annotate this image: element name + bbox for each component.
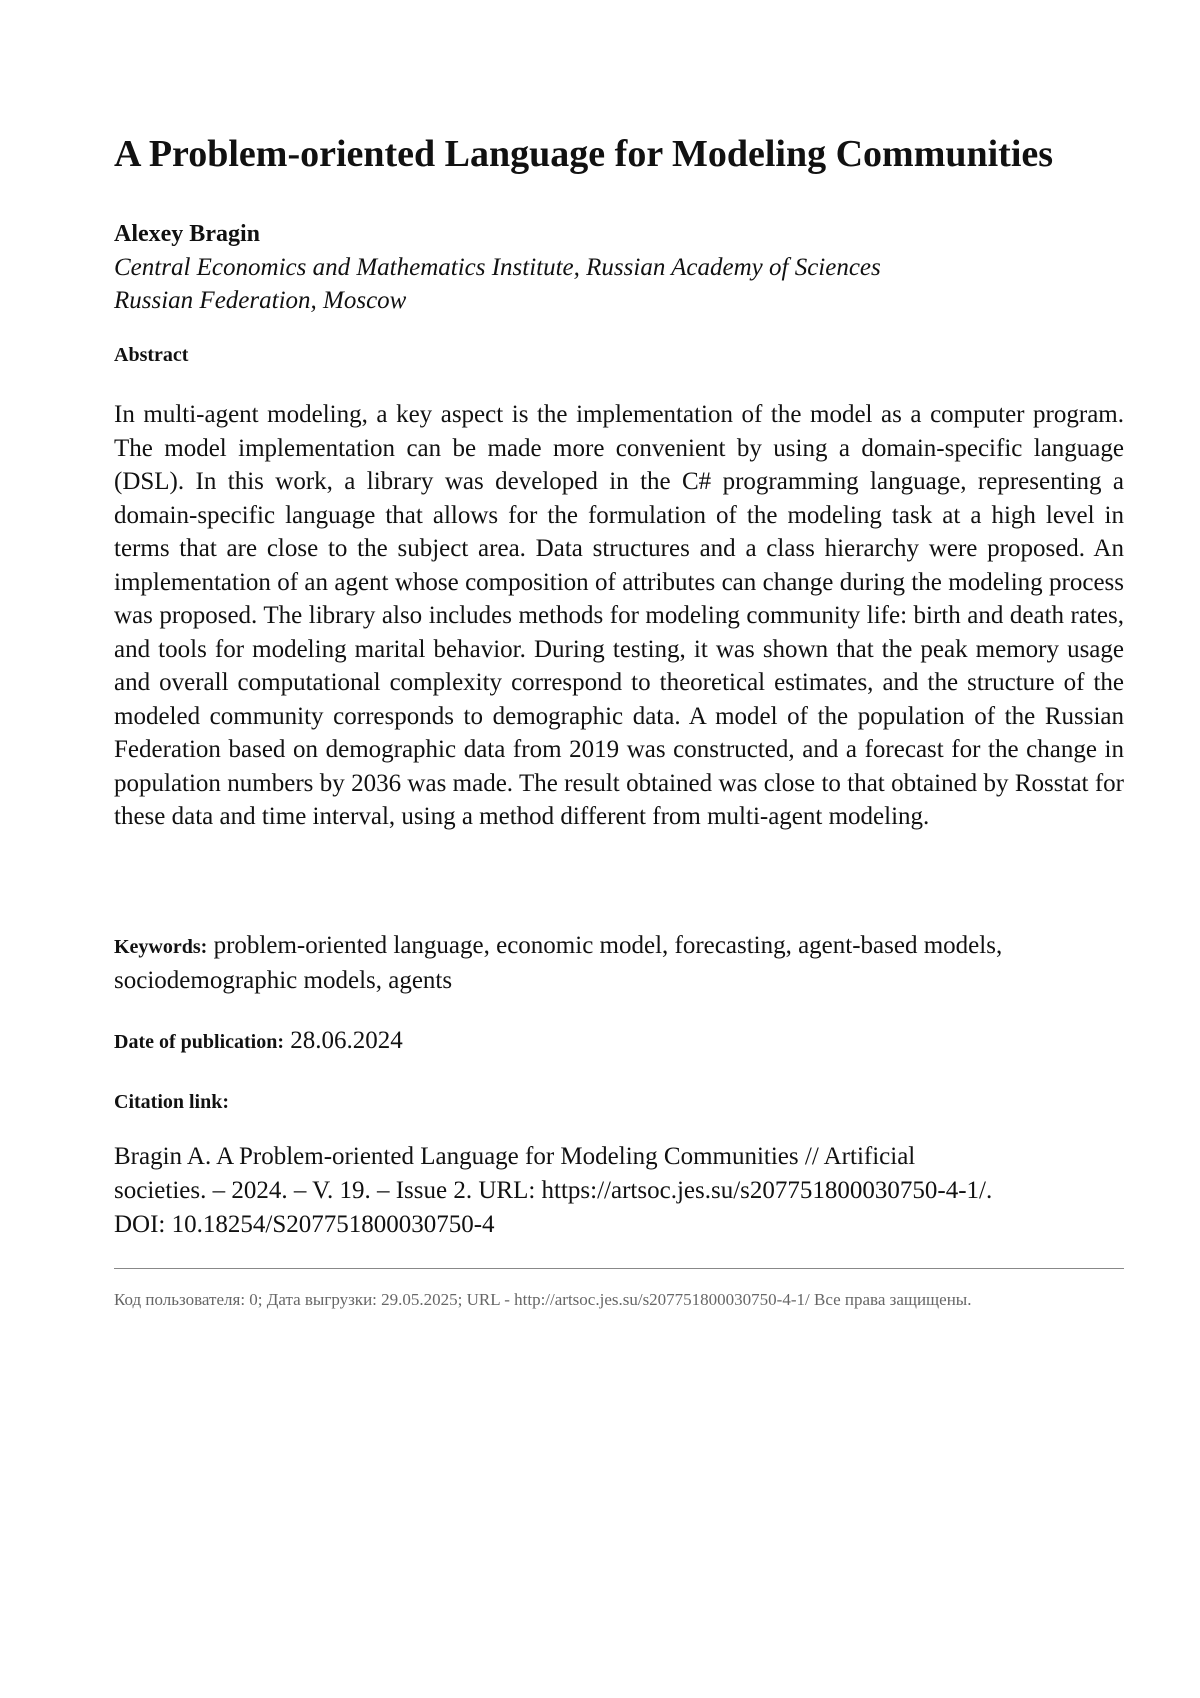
keywords-text: problem-oriented language, economic model, forecasting, agent-based models, sociodemographic models, agents xyxy=(114,932,1003,994)
footer-divider xyxy=(114,1268,1124,1269)
affiliation-location: Russian Federation, Moscow xyxy=(114,287,407,314)
citation-line: Bragin A. A Problem-oriented Language for Modeling Communities // Artificial xyxy=(114,1143,916,1170)
abstract-heading: Abstract xyxy=(114,344,189,366)
abstract-text: In multi-agent modeling, a key aspect is the implementation of the model as a computer program. The model implementation can be made more convenient by using a domain-specific language (DSL). In this work, a library was developed in the C# programming language, representing a domain-specific language that allows for the formulation of the modeling task at a high level in terms that are close to the subject area. Data structures and a class hierarchy were proposed. An implementation of an agent whose composition of attributes can change during the modeling process was proposed. The library also includes methods for modeling community life: birth and death rates, and tools for modeling marital behavior. During testing, it was shown that the peak memory usage and overall computational complexity correspond to theoretical estimates, and the structure of the modeled community corresponds to demographic data. A model of the population of the Russian Federation based on demographic data from 2019 was constructed, and a forecast for the change in population numbers by 2036 was made. The result obtained was close to that obtained by Rosstat for these data and time interval, using a method different from multi-agent modeling. xyxy=(114,401,1124,830)
affiliation-institute: Central Economics and Mathematics Institute, Russian Academy of Sciences xyxy=(114,254,881,281)
keywords-label: Keywords: xyxy=(114,936,208,958)
citation-heading: Citation link: xyxy=(114,1091,230,1113)
citation-doi: DOI: 10.18254/S207751800030750-4 xyxy=(114,1211,495,1238)
publication-date-section xyxy=(114,1024,403,1059)
citation-text xyxy=(114,1140,1124,1242)
citation-line: societies. – 2024. – V. 19. – Issue 2. URL: https://artsoc.jes.su/s207751800030750-4-1/. xyxy=(114,1177,993,1204)
footer-text: Код пользователя: 0; Дата выгрузки: 29.05.2025; URL - http://artsoc.jes.su/s207751800030750-4-1/ Все права защищены. xyxy=(114,1290,972,1309)
publication-date-value: 28.06.2024 xyxy=(284,1027,403,1054)
publication-date-label: Date of publication: xyxy=(114,1031,284,1053)
paper-title: A Problem-oriented Language for Modeling Communities xyxy=(114,133,1054,175)
author-name: Alexey Bragin xyxy=(114,221,260,247)
keywords-section xyxy=(114,929,1124,998)
